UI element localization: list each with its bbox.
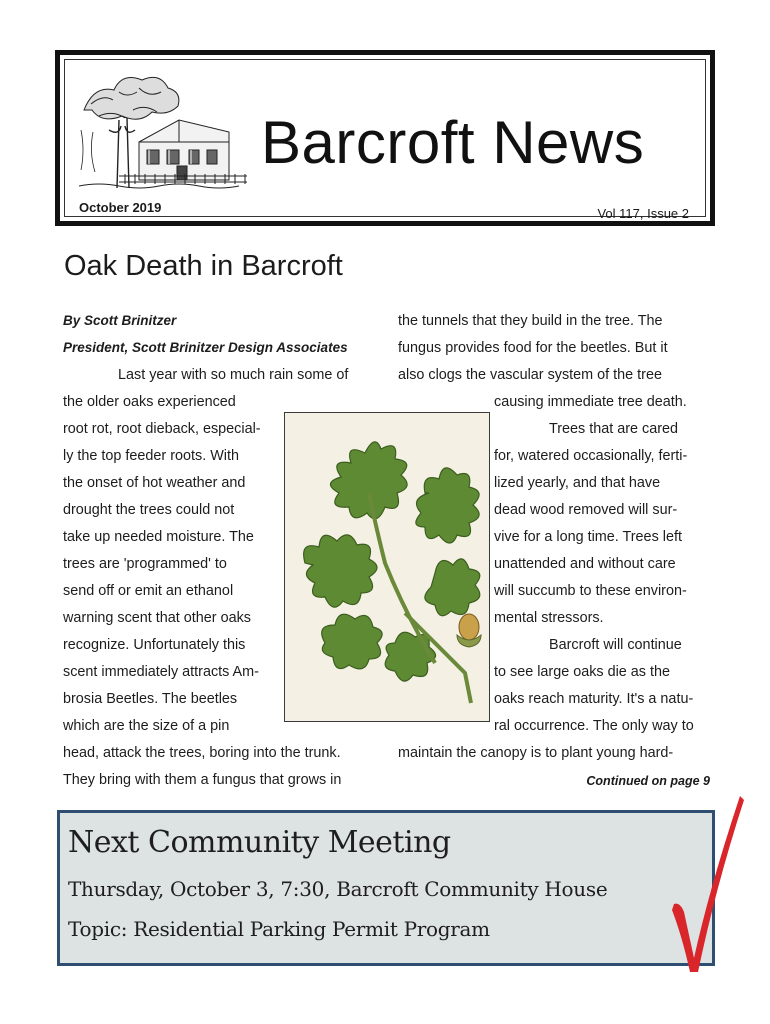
left-column-line: They bring with them a fungus that grows in — [63, 772, 342, 788]
right-column-line: ral occurrence. The only way to — [494, 718, 694, 734]
continued-note: Continued on page 9 — [586, 774, 710, 788]
left-column-line: trees are 'programmed' to — [63, 556, 227, 572]
meeting-announcement-box — [57, 810, 715, 966]
left-column-line: which are the size of a pin — [63, 718, 230, 734]
left-column-line: the older oaks experienced — [63, 394, 236, 410]
left-column-line: recognize. Unfortunately this — [63, 637, 246, 653]
right-column-line: for, watered occasionally, ferti- — [494, 448, 688, 464]
newsletter-title: Barcroft News — [261, 109, 645, 176]
meeting-heading: Next Community Meeting — [68, 825, 451, 860]
right-column-line: lized yearly, and that have — [494, 475, 661, 491]
right-column-line: Trees that are cared — [549, 421, 679, 437]
house-sketch-icon — [79, 70, 249, 190]
right-column-line: mental stressors. — [494, 610, 604, 626]
left-column-line: drought the trees could not — [63, 502, 235, 518]
issue-date: October 2019 — [79, 200, 162, 215]
left-column-line: brosia Beetles. The beetles — [63, 691, 238, 707]
oak-leaf-acorn-icon — [285, 413, 489, 721]
right-column-line: Barcroft will continue — [549, 637, 682, 653]
left-column-line: Last year with so much rain some of — [118, 367, 349, 383]
meeting-when: Thursday, October 3, 7:30, Barcroft Community House — [68, 877, 608, 901]
left-column-line: ly the top feeder roots. With — [63, 448, 239, 464]
oak-figure — [284, 412, 490, 722]
issue-volume: Vol 117, Issue 2 — [597, 206, 689, 221]
right-column-line: to see large oaks die as the — [494, 664, 670, 680]
byline-author: By Scott Brinitzer — [63, 313, 177, 328]
left-column-line: send off or emit an ethanol — [63, 583, 234, 599]
left-column-line: warning scent that other oaks — [63, 610, 251, 626]
right-column-line: also clogs the vascular system of the tree — [398, 367, 662, 383]
left-column-line: scent immediately attracts Am- — [63, 664, 259, 680]
right-column-line: dead wood removed will sur- — [494, 502, 678, 518]
left-column-line: root rot, root dieback, especial- — [63, 421, 261, 437]
meeting-topic: Topic: Residential Parking Permit Program — [68, 917, 490, 941]
red-check-mark-icon — [664, 786, 744, 976]
right-column-line: oaks reach maturity. It's a natu- — [494, 691, 694, 707]
right-column-line: vive for a long time. Trees left — [494, 529, 682, 545]
left-column-line: take up needed moisture. The — [63, 529, 254, 545]
masthead-inner-frame — [64, 59, 706, 221]
left-column-line: head, attack the trees, boring into the trunk. — [63, 745, 341, 761]
article-title: Oak Death in Barcroft — [64, 250, 343, 282]
right-column-line: unattended and without care — [494, 556, 676, 572]
right-column-line: fungus provides food for the beetles. But it — [398, 340, 668, 356]
left-column-line: the onset of hot weather and — [63, 475, 246, 491]
right-column-line: will succumb to these environ- — [494, 583, 687, 599]
right-column-line: causing immediate tree death. — [494, 394, 687, 410]
right-column-line: maintain the canopy is to plant young hard- — [398, 745, 674, 761]
right-column-line: the tunnels that they build in the tree. The — [398, 313, 663, 329]
masthead — [55, 50, 715, 226]
byline-role: President, Scott Brinitzer Design Associates — [63, 340, 348, 355]
